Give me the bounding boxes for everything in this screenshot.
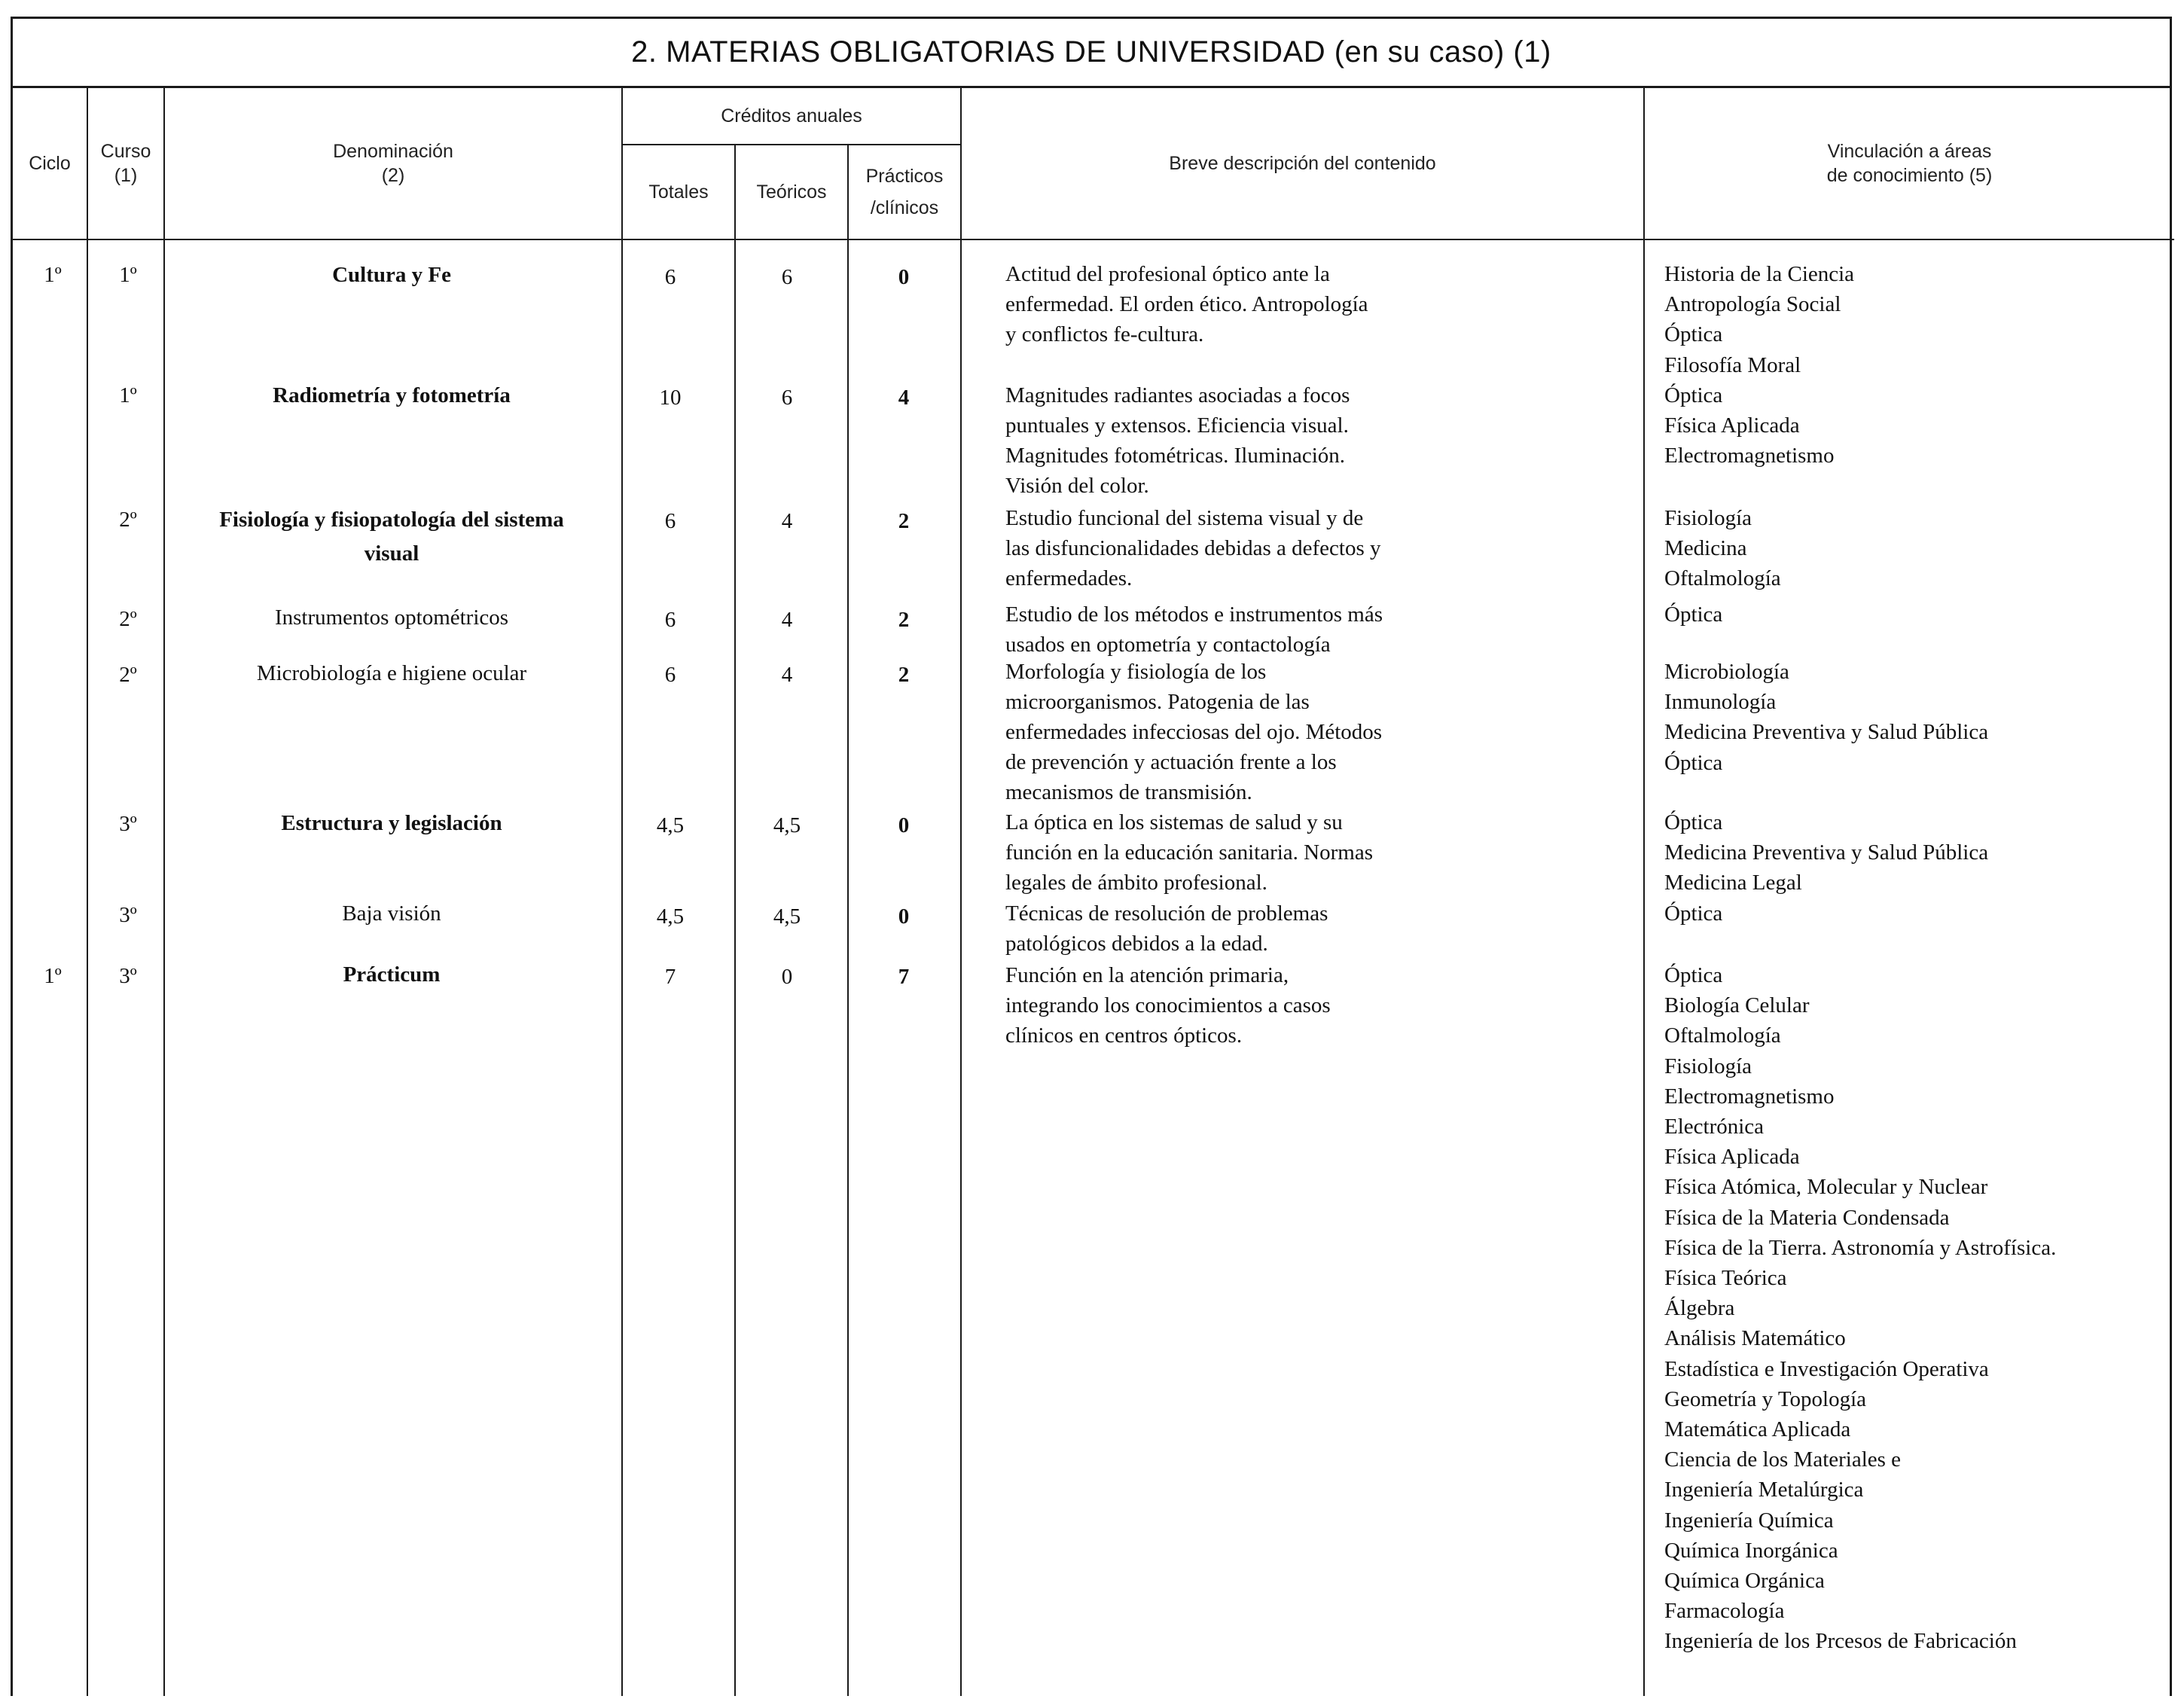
row-totales: 6 xyxy=(664,509,676,533)
row-description: Magnitudes radiantes asociadas a focos puntuales y extensos. Eficiencia visual. Magnitudes fotométricas. Iluminación. Visión del color. xyxy=(1005,383,1350,498)
row-teoricos: 4,5 xyxy=(773,904,801,929)
col-divider xyxy=(163,88,165,1696)
header-teoricos: Teóricos xyxy=(756,181,827,203)
row-description: Función en la atención primaria, integrando los conocimientos a casos clínicos en centros ópticos. xyxy=(1005,963,1331,1048)
row-practicos: 2 xyxy=(898,509,910,533)
row-practicos: 7 xyxy=(898,965,910,989)
row-totales: 4,5 xyxy=(656,813,685,837)
row-curso: 2º xyxy=(119,508,137,532)
row-areas: Historia de la Ciencia Antropología Social Óptica Filosofía Moral xyxy=(1664,262,1855,377)
col-divider xyxy=(960,88,962,1696)
page-title: 2. MATERIAS OBLIGATORIAS DE UNIVERSIDAD (en su caso) (1) xyxy=(13,19,2170,88)
row-description: Estudio funcional del sistema visual y de las disfuncionalidades debidas a defectos y enfermedades. xyxy=(1005,506,1381,590)
row-name: Prácticum xyxy=(343,962,441,987)
row-name: Cultura y Fe xyxy=(332,263,451,287)
row-name: Radiometría y fotometría xyxy=(273,383,511,407)
row-areas: Óptica xyxy=(1664,602,1723,627)
row-description: Estudio de los métodos e instrumentos más usados en optometría y contactología xyxy=(1005,602,1383,657)
row-totales: 6 xyxy=(664,265,676,289)
row-name: Instrumentos optométricos xyxy=(274,605,509,630)
row-areas: Óptica xyxy=(1664,901,1723,926)
row-curso: 2º xyxy=(119,663,137,687)
row-ciclo: 1º xyxy=(44,263,62,287)
header-ciclo: Ciclo xyxy=(29,152,71,174)
row-curso: 1º xyxy=(119,263,137,287)
row-name: Fisiología y fisiopatología del sistema visual xyxy=(219,508,564,566)
row-name: Estructura y legislación xyxy=(281,811,502,835)
col-divider xyxy=(621,88,623,1696)
row-totales: 7 xyxy=(664,965,676,989)
header-totales: Totales xyxy=(648,181,709,203)
col-divider xyxy=(847,145,849,1696)
col-divider xyxy=(1643,88,1645,1696)
header-bottom-line xyxy=(13,239,2174,240)
row-name: Microbiología e higiene ocular xyxy=(256,661,527,685)
col-divider xyxy=(87,88,88,1696)
row-practicos: 0 xyxy=(898,265,910,289)
row-curso: 2º xyxy=(119,607,137,631)
header-practicos: Prácticos /clínicos xyxy=(865,165,944,218)
row-totales: 6 xyxy=(664,608,676,632)
col-divider xyxy=(734,145,736,1696)
row-practicos: 4 xyxy=(898,386,910,410)
row-practicos: 2 xyxy=(898,608,910,632)
row-teoricos: 4,5 xyxy=(773,813,801,837)
row-teoricos: 0 xyxy=(781,965,793,989)
row-teoricos: 6 xyxy=(781,265,793,289)
row-areas: Microbiología Inmunología Medicina Preventiva y Salud Pública Óptica xyxy=(1664,660,1989,775)
header-descripcion: Breve descripción del contenido xyxy=(1169,152,1436,174)
row-totales: 4,5 xyxy=(656,904,685,929)
row-description: Técnicas de resolución de problemas patológicos debidos a la edad. xyxy=(1005,901,1328,956)
row-curso: 3º xyxy=(119,812,137,836)
row-ciclo: 1º xyxy=(44,964,62,988)
row-areas: Fisiología Medicina Oftalmología xyxy=(1664,506,1781,591)
row-curso: 1º xyxy=(119,383,137,407)
row-curso: 3º xyxy=(119,964,137,988)
row-curso: 3º xyxy=(119,903,137,927)
row-areas: Óptica Física Aplicada Electromagnetismo xyxy=(1664,383,1835,468)
header-creditos: Créditos anuales xyxy=(721,105,862,127)
row-practicos: 2 xyxy=(898,663,910,687)
row-practicos: 0 xyxy=(898,813,910,837)
row-teoricos: 4 xyxy=(781,509,793,533)
header-curso: Curso (1) xyxy=(100,140,151,186)
row-teoricos: 4 xyxy=(781,608,793,632)
header-vinculacion: Vinculación a áreas de conocimiento (5) xyxy=(1826,140,1993,186)
row-totales: 10 xyxy=(659,386,682,410)
row-practicos: 0 xyxy=(898,904,910,929)
row-description: Morfología y fisiología de los microorganismos. Patogenia de las enfermedades infecciosas del ojo. Métodos de prevención y actuación frente a los mecanismos de transmisión. xyxy=(1005,660,1383,804)
row-description: Actitud del profesional óptico ante la enfermedad. El orden ético. Antropología y conflictos fe-cultura. xyxy=(1005,262,1368,346)
row-description: La óptica en los sistemas de salud y su función en la educación sanitaria. Normas legales de ámbito profesional. xyxy=(1005,810,1373,895)
row-teoricos: 6 xyxy=(781,386,793,410)
row-areas: Óptica Biología Celular Oftalmología Fisiología Electromagnetismo Electrónica Física Aplicada Física Atómica, Molecular y Nuclear Física de la Materia Condensada Física de la Tierra. Astronomía y Astrofísica. Física Teórica Álgebra Análisis Matemático Estadística e Investigación Operativa Geometría y Topología Matemática Aplicada Ciencia de los Materiales e Ingeniería Metalúrgica Ingeniería Química Química Inorgánica Química Orgánica Farmacología Ingeniería de los Prcesos de Fabricación xyxy=(1664,963,2057,1654)
header-denominacion: Denominación (2) xyxy=(333,140,453,186)
row-areas: Óptica Medicina Preventiva y Salud Pública Medicina Legal xyxy=(1664,810,1989,895)
row-teoricos: 4 xyxy=(781,663,793,687)
row-totales: 6 xyxy=(664,663,676,687)
row-name: Baja visión xyxy=(342,901,441,926)
